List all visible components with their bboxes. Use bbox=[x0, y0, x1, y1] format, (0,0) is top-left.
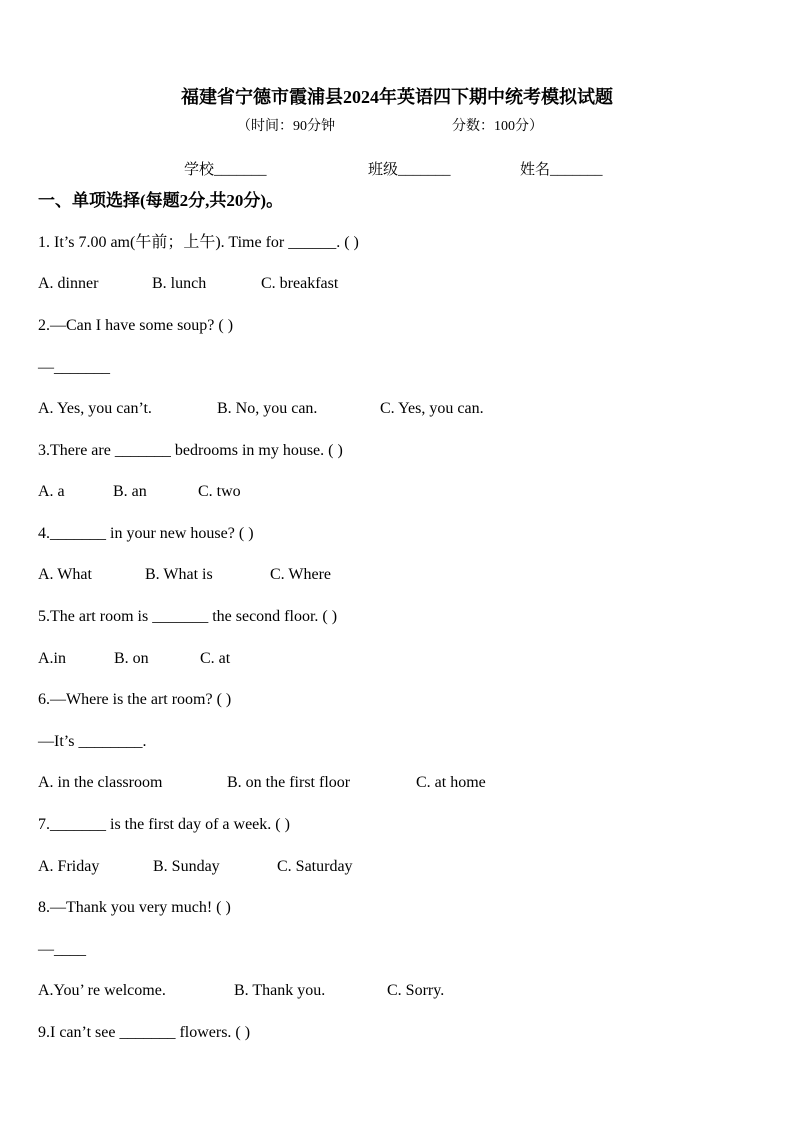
question-reply: —It’s ________. bbox=[38, 733, 147, 750]
question-stem: 8.—Thank you very much! ( ) bbox=[38, 899, 231, 916]
option-c: C. Sorry. bbox=[387, 982, 445, 999]
question-stem: 2.—Can I have some soup? ( ) bbox=[38, 317, 234, 334]
question-reply: —_______ bbox=[38, 359, 110, 376]
option-a: A.You’ re welcome. bbox=[38, 982, 166, 999]
option-c: C. at bbox=[200, 650, 231, 667]
question-stem: 6.—Where is the art room? ( ) bbox=[38, 691, 232, 708]
option-c: C. breakfast bbox=[261, 275, 339, 292]
exam-title: 福建省宁德市霞浦县2024年英语四下期中统考模拟试题 bbox=[181, 87, 613, 107]
option-a: A. Yes, you can’t. bbox=[38, 400, 152, 417]
option-a: A. in the classroom bbox=[38, 774, 163, 791]
question-reply: —____ bbox=[38, 941, 86, 958]
option-a: A. dinner bbox=[38, 275, 99, 292]
option-b: B. lunch bbox=[152, 275, 207, 292]
name-field: 姓名_______ bbox=[520, 162, 603, 178]
school-field: 学校_______ bbox=[184, 162, 267, 178]
option-b: B. No, you can. bbox=[217, 400, 318, 417]
section-heading: 一、单项选择(每题2分,共20分)。 bbox=[38, 191, 284, 210]
option-a: A. What bbox=[38, 566, 92, 583]
question-stem: 7._______ is the first day of a week. ( ) bbox=[38, 816, 290, 833]
question-stem: 4._______ in your new house? ( ) bbox=[38, 525, 254, 542]
question-stem: 1. It’s 7.00 am(午前；上午). Time for ______. ( ) bbox=[38, 234, 359, 251]
option-b: B. on bbox=[114, 650, 149, 667]
option-b: B. on the first floor bbox=[227, 774, 351, 791]
exam-time: （时间：90分钟 bbox=[237, 119, 335, 134]
question-stem: 9.I can’t see _______ flowers. ( ) bbox=[38, 1024, 251, 1041]
option-a: A. a bbox=[38, 483, 65, 500]
question-stem: 5.The art room is _______ the second floor. ( ) bbox=[38, 608, 338, 625]
option-b: B. Thank you. bbox=[234, 982, 326, 999]
option-c: C. Saturday bbox=[277, 858, 353, 875]
exam-score: 分数：100分） bbox=[452, 119, 543, 134]
option-a: A.in bbox=[38, 650, 66, 667]
option-b: B. an bbox=[113, 483, 147, 500]
question-stem: 3.There are _______ bedrooms in my house. ( ) bbox=[38, 442, 343, 459]
option-b: B. What is bbox=[145, 566, 213, 583]
option-b: B. Sunday bbox=[153, 858, 220, 875]
option-a: A. Friday bbox=[38, 858, 100, 875]
option-c: C. at home bbox=[416, 774, 486, 791]
option-c: C. Where bbox=[270, 566, 332, 583]
option-c: C. Yes, you can. bbox=[380, 400, 484, 417]
option-c: C. two bbox=[198, 483, 241, 500]
class-field: 班级_______ bbox=[368, 162, 451, 178]
